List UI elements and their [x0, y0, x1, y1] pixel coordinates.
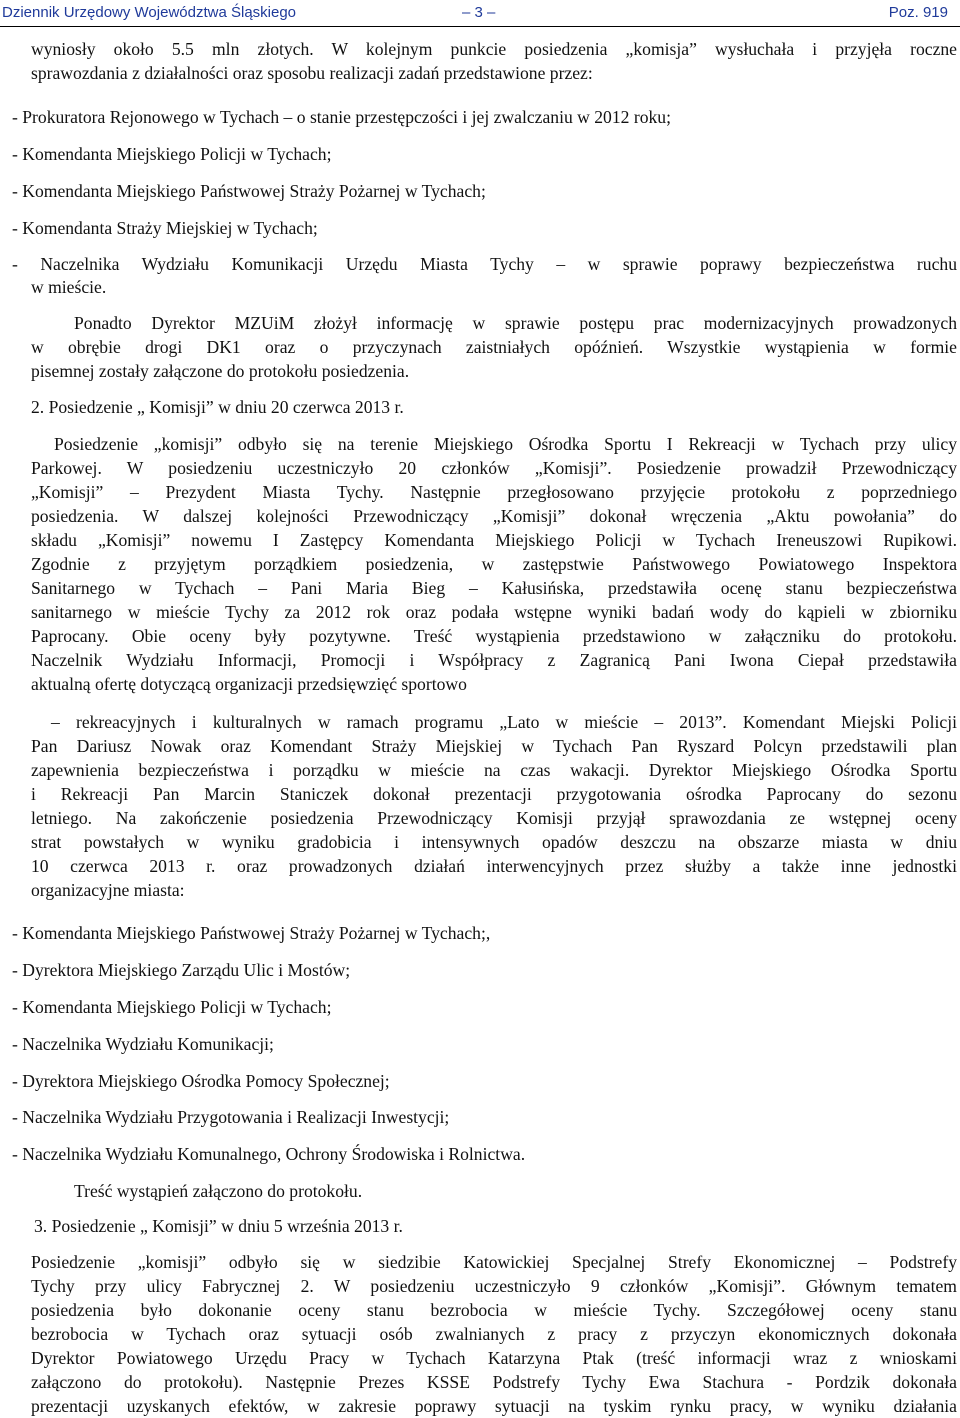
text-line: Sanitarnego w Tychach – Pani Maria Bieg – Kałusińska, przedstawiła ocenę stanu bezpieczeństwa	[31, 578, 957, 598]
text-line: Posiedzenie „komisji” odbyło się w siedzibie Katowickiej Specjalnej Strefy Ekonomicznej – Podstrefy	[31, 1252, 957, 1272]
text-line: załączono do protokołu). Następnie Prezes KSSE Podstrefy Tychy Ewa Stachura - Pordzik dokonała	[31, 1372, 957, 1392]
text-line: „Komisji” – Prezydent Miasta Tychy. Następnie przegłosowano przyjęcie protokołu z poprzedniego	[31, 482, 957, 502]
text-line: sanitarnego w mieście Tychy za 2012 rok oraz podała wstępne wyniki badań wody do kąpieli w zbiorniku	[31, 602, 957, 622]
list-item: - Komendanta Straży Miejskiej w Tychach;	[12, 218, 318, 238]
text-line: posiedzenia było dokonanie oceny stanu bezrobocia w mieście Tychy. Szczegółowej oceny stanu	[31, 1300, 957, 1320]
list-item: - Prokuratora Rejonowego w Tychach – o stanie przestępczości i jej zwalczaniu w 2012 roku;	[12, 107, 671, 127]
text-line: Dyrektor Powiatowego Urzędu Pracy w Tychach Katarzyna Ptak (treść informacji wraz z wnioskami	[31, 1348, 957, 1368]
section-heading: 3. Posiedzenie „ Komisji” w dniu 5 września 2013 r.	[34, 1216, 403, 1236]
journal-title: Dziennik Urzędowy Województwa Śląskiego	[2, 4, 297, 21]
text-line: wyniosły około 5.5 mln złotych. W kolejnym punkcie posiedzenia „komisja” wysłuchała i przyjęła roczne	[31, 39, 957, 59]
text-line: i Rekreacji Pan Marcin Staniczek dokonał prezentacji przygotowania ośrodka Paprocany do sezonu	[31, 784, 957, 804]
text-line: letniego. Na zakończenie posiedzenia Przewodniczący Komisji przyjął sprawozdania ze wstępnej oceny	[31, 808, 957, 828]
text-line: sprawozdania z działalności oraz sposobu realizacji zadań przedstawione przez:	[31, 63, 593, 83]
text-line: zapewnienia bezpieczeństwa i porządku w mieście na czas wakacji. Dyrektor Miejskiego Ośrodka Sportu	[31, 760, 957, 780]
text-line: Posiedzenie „komisji” odbyło się na terenie Miejskiego Ośrodka Sportu I Rekreacji w Tychach przy ulicy	[54, 434, 957, 454]
text-line: organizacyjne miasta:	[31, 880, 185, 900]
text-line: składu „Komisji” nowemu I Zastępcy Komendanta Miejskiego Policji w Tychach Ireneuszowi Rupikowi.	[31, 530, 957, 550]
text-line: w mieście.	[31, 277, 107, 297]
text-line: pisemnej zostały załączone do protokołu posiedzenia.	[31, 361, 410, 381]
list-item: - Naczelnika Wydziału Komunikacji;	[12, 1034, 274, 1054]
text-line: Pan Dariusz Nowak oraz Komendant Straży Miejskiej w Tychach Pan Ryszard Polcyn przedstawili plan	[31, 736, 957, 756]
text-line: w obrębie drogi DK1 oraz o przyczynach zaistniałych opóźnień. Wszystkie wystąpienia w formie	[31, 337, 957, 357]
list-item: - Dyrektora Miejskiego Ośrodka Pomocy Społecznej;	[12, 1071, 390, 1091]
text-line: Zgodnie z przyjętym porządkiem posiedzenia, w zastępstwie Państwowego Powiatowego Inspektora	[31, 554, 957, 574]
position-number: Poz. 919	[888, 4, 948, 21]
list-item: - Komendanta Miejskiego Policji w Tychach;	[12, 997, 332, 1017]
list-item: - Dyrektora Miejskiego Zarządu Ulic i Mostów;	[12, 960, 351, 980]
text-line: – rekreacyjnych i kulturalnych w ramach programu „Lato w mieście – 2013”. Komendant Miejski Policji	[51, 712, 957, 732]
list-item: - Komendanta Miejskiego Państwowej Straży Pożarnej w Tychach;	[12, 181, 486, 201]
list-item: - Komendanta Miejskiego Państwowej Straży Pożarnej w Tychach;,	[12, 923, 491, 943]
page-header	[0, 0, 960, 27]
section-heading: 2. Posiedzenie „ Komisji” w dniu 20 czerwca 2013 r.	[31, 397, 404, 417]
list-item: - Naczelnika Wydziału Komunalnego, Ochrony Środowiska i Rolnictwa.	[12, 1144, 526, 1164]
list-item: - Naczelnika Wydziału Komunikacji Urzędu Miasta Tychy – w sprawie poprawy bezpieczeństwa ruchu	[12, 254, 957, 274]
list-item: - Komendanta Miejskiego Policji w Tychach;	[12, 144, 332, 164]
text-line: Ponadto Dyrektor MZUiM złożył informację w sprawie postępu prac modernizacyjnych prowadzonych	[74, 313, 957, 333]
list-item: - Naczelnika Wydziału Przygotowania i Realizacji Inwestycji;	[12, 1107, 450, 1127]
text-line: aktualną ofertę dotyczącą organizacji przedsięwzięć sportowo	[31, 674, 467, 694]
text-line: Treść wystąpień załączono do protokołu.	[74, 1181, 363, 1201]
text-line: strat powstałych w wyniku gradobicia i intensywnych opadów deszczu na obszarze miasta w dniu	[31, 832, 957, 852]
text-line: bezrobocia w Tychach oraz sytuacji osób zwalnianych z pracy z przyczyn ekonomicznych dokonała	[31, 1324, 957, 1344]
page-number: – 3 –	[462, 4, 496, 21]
text-line: 10 czerwca 2013 r. oraz prowadzonych działań interwencyjnych przez służby a także inne jednostki	[31, 856, 957, 876]
text-line: Paprocany. Obie oceny były pozytywne. Treść wystąpienia przedstawiono w załączniku do protokołu.	[31, 626, 957, 646]
text-line: Naczelnik Wydziału Informacji, Promocji i Współpracy z Zagranicą Pani Iwona Ciepał przedstawiła	[31, 650, 957, 670]
text-line: Parkowej. W posiedzeniu uczestniczyło 20 członków „Komisji”. Posiedzenie prowadził Przewodniczący	[31, 458, 957, 478]
text-line: Tychy przy ulicy Fabrycznej 2. W posiedzeniu uczestniczyło 9 członków „Komisji”. Głównym tematem	[31, 1276, 957, 1296]
text-line: posiedzenia. W dalszej kolejności Przewodniczący „Komisji” dokonał wręczenia „Aktu powołania” do	[31, 506, 957, 526]
text-line: prezentacji uzyskanych efektów, w zakresie poprawy sytuacji na tyskim rynku pracy, w wyniku działania	[31, 1396, 957, 1416]
